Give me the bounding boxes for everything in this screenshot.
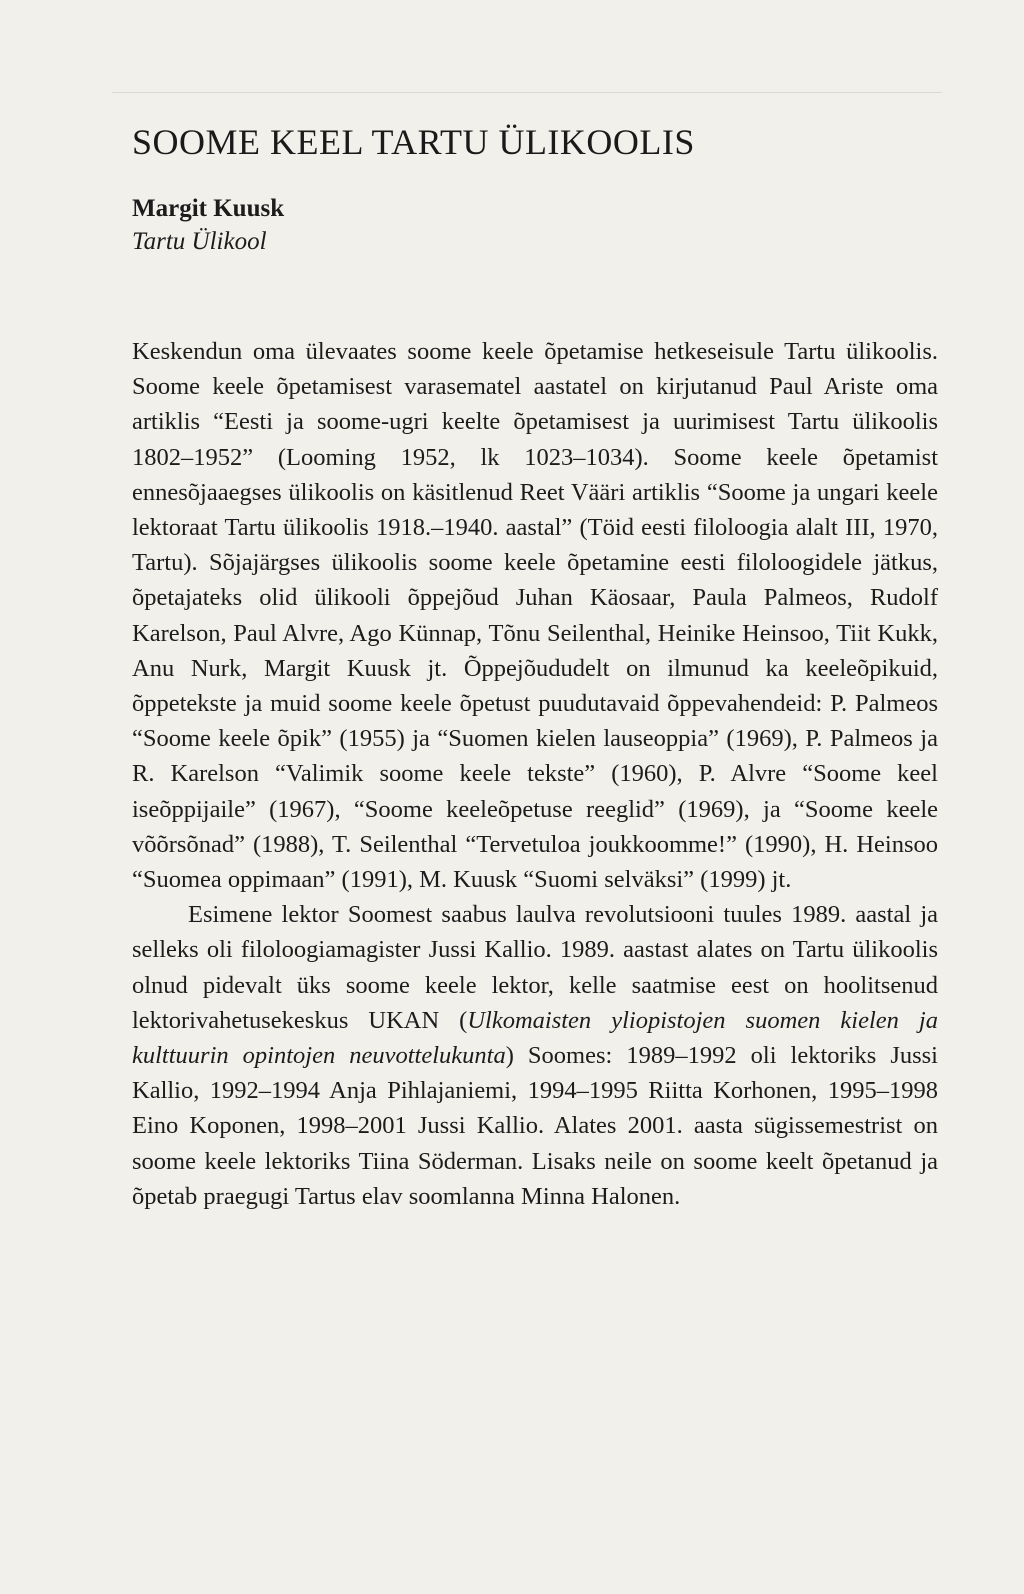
paragraph-2-text-before: Esimene lektor Soomest saabus laulva revolutsiooni tuules 1989. aastal ja selleks oli filoloogiamagister Jussi Kallio. 1989. aastast alates on Tartu ülikoolis olnud pidevalt üks soome keele lektor, kelle saatmise eest on hoolitsenud lektorivahetusekeskus UKAN ( bbox=[132, 901, 938, 1034]
bleed-through-rule bbox=[112, 92, 942, 93]
document-page bbox=[132, 118, 938, 1214]
paragraph-1: Keskendun oma ülevaates soome keele õpetamise hetkeseisule Tartu ülikoolis. Soome keele õpetamisest varasematel aastatel on kirjutanud Paul Ariste oma artiklis “Eesti ja soome-ugri keelte õpetamisest ja uurimisest Tartu ülikoolis 1802–1952” (Looming 1952, lk 1023–1034). Soome keele õpetamist ennesõjaaegses ülikoolis on käsitlenud Reet Vääri artiklis “Soome ja ungari keele lektoraat Tartu ülikoolis 1918.–1940. aastal” (Töid eesti filoloogia alalt III, 1970, Tartu). Sõjajärgses ülikoolis soome keele õpetamine eesti filoloogidele jätkus, õpetajateks olid ülikooli õppejõud Juhan Käosaar, Paula Palmeos, Rudolf Karelson, Paul Alvre, Ago Künnap, Tõnu Seilenthal, Heinike Heinsoo, Tiit Kukk, Anu Nurk, Margit Kuusk jt. Õppejõududelt on ilmunud ka keeleõpikuid, õppetekste ja muid soome keele õpetust puudutavaid õppevahendeid: P. Palmeos “Soome keele õpik” (1955) ja “Suomen kielen lauseoppia” (1969), P. Palmeos ja R. Karelson “Valimik soome keele tekste” (1960), P. Alvre “Soome keel iseõppijaile” (1967), “Soome keeleõpetuse reeglid” (1969), ja “Soome keele võõrsõnad” (1988), T. Seilenthal “Tervetuloa joukkoomme!” (1990), H. Heinsoo “Suomea oppimaan” (1991), M. Kuusk “Suomi selväksi” (1999) jt. bbox=[132, 338, 938, 894]
article-title: SOOME KEEL TARTU ÜLIKOOLIS bbox=[132, 122, 695, 162]
article-author: Margit Kuusk bbox=[132, 195, 285, 222]
paragraph-2-italic-name: Ulkomaisten yliopistojen suomen kielen ja kulttuurin opintojen neuvottelukunta bbox=[132, 1006, 938, 1070]
paragraph-2 bbox=[132, 897, 938, 1214]
article-body bbox=[132, 334, 938, 1214]
author-affiliation: Tartu Ülikool bbox=[132, 228, 267, 255]
paragraph-2-text-after: ) Soomes: 1989–1992 oli lektoriks Jussi Kallio, 1992–1994 Anja Pihlajaniemi, 1994–1995 Riitta Korhonen, 1995–1998 Eino Koponen, 1998–2001 Jussi Kallio. Alates 2001. aasta sügissemestrist on soome keele lektoriks Tiina Söderman. Lisaks neile on soome keelt õpetanud ja õpetab praegugi Tartus elav soomlanna Minna Halonen. bbox=[132, 1042, 938, 1210]
